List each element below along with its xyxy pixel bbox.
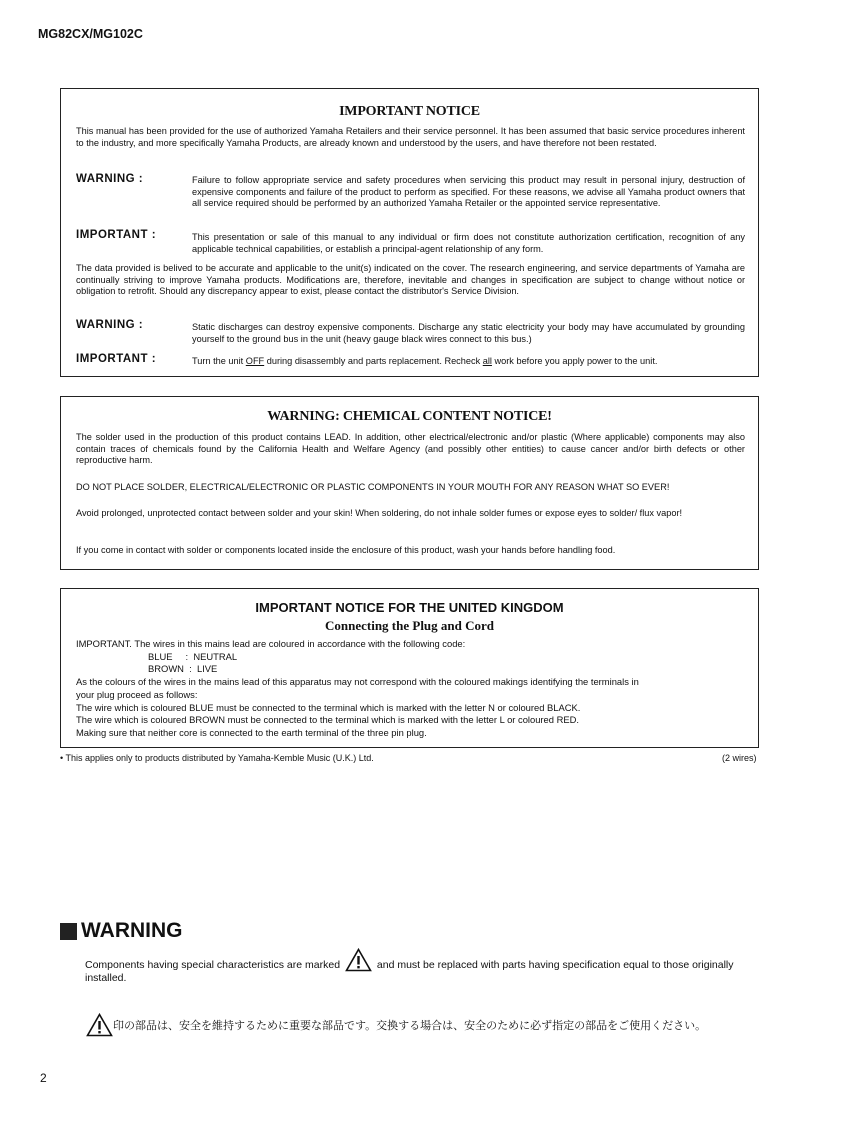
warning-heading <box>60 919 183 943</box>
warning-body-pre: Components having special characteristics are marked <box>85 959 341 971</box>
japanese-warning-text: 印の部品は、安全を維持するために重要な部品です。交換する場合は、安全のために必ず指定の部品をご使用ください。 <box>113 1019 707 1032</box>
japanese-warning <box>86 1013 706 1037</box>
off-emphasis: OFF <box>245 356 265 366</box>
important-text-2 <box>192 356 745 368</box>
uk-notice-subtitle: Connecting the Plug and Cord <box>324 618 495 633</box>
all-emphasis: all <box>482 356 492 366</box>
data-accuracy-paragraph: The data provided is belived to be accurate and applicable to the unit(s) indicated on the cover. The research engineering, and service departments of Yamaha are continually striving to improve Yamaha products. Modifications are, therefore, inevitable and changes in specification are subject to change without notice or obligation to retrofit. Should any discrepancy appear to exist, please contact the distributor's Service Division. <box>76 263 745 297</box>
warning-body <box>85 948 755 984</box>
warning-heading-text: WARNING <box>81 919 183 942</box>
important-text-1: This presentation or sale of this manual to any individual or firm does not constitute authorization certification, recognition of any applicable technical capabilities, or establish a principal-agent relationship of any form. <box>192 232 745 254</box>
chemical-paragraph-3: Avoid prolonged, unprotected contact between solder and your skin! When soldering, do not inhale solder fumes or expose eyes to solder/ flux vapor! <box>76 508 683 518</box>
uk-line-6: Making sure that neither core is connected to the earth terminal of the three pin plug. <box>76 727 427 738</box>
important-label-1: IMPORTANT : <box>76 229 157 241</box>
uk-notice-title: IMPORTANT NOTICE FOR THE UNITED KINGDOM <box>255 600 564 615</box>
uk-line-5: The wire which is coloured BROWN must be connected to the terminal which is marked with the letter L or coloured RED. <box>76 714 579 725</box>
warning-label-1: WARNING : <box>76 173 144 185</box>
model-header: MG82CX/MG102C <box>38 27 143 41</box>
important-notice-box <box>60 88 759 377</box>
important-label-2: IMPORTANT : <box>76 353 157 365</box>
chemical-notice-box <box>60 396 759 570</box>
uk-brown-code: BROWN : LIVE <box>148 663 218 674</box>
important-text-2-pre: Turn the unit <box>192 356 246 366</box>
important-notice-title: IMPORTANT NOTICE <box>339 104 480 119</box>
important-text-2-post: work before you apply power to the unit. <box>491 356 658 366</box>
warning-text-1: Failure to follow appropriate service and safety procedures when servicing this product may result in personal injury, destruction of expensive components and failure of the product to perform as specified. For these reasons, we advise all Yamaha product owners that all service required should be performed by an authorized Yamaha Retailer or the appointed service representative. <box>192 175 745 209</box>
uk-line-4: The wire which is coloured BLUE must be connected to the terminal which is marked with the letter N or coloured BLACK. <box>76 702 581 713</box>
uk-line-1: IMPORTANT. The wires in this mains lead are coloured in accordance with the following code: <box>76 638 466 649</box>
warning-triangle-icon <box>345 948 372 972</box>
uk-blue-code: BLUE : NEUTRAL <box>148 651 238 662</box>
page-number: 2 <box>40 1071 47 1085</box>
warning-body-post: and must be replaced with parts having specification equal to those originally installed. <box>85 959 734 984</box>
uk-footnote: • This applies only to products distributed by Yamaha-Kemble Music (U.K.) Ltd. <box>60 753 374 763</box>
uk-line-2: As the colours of the wires in the mains lead of this apparatus may not correspond with the coloured makings identifying the terminals in <box>76 676 639 687</box>
warning-square-icon <box>60 923 77 940</box>
important-notice-intro: This manual has been provided for the use of authorized Yamaha Retailers and their service personnel. It has been assumed that basic service procedures inherent to the industry, and more specifically Yamaha Products, are already known and understood by the users, and have therefore not been restated. <box>76 126 745 148</box>
warning-label-2: WARNING : <box>76 319 144 331</box>
uk-line-3: your plug proceed as follows: <box>76 689 198 700</box>
uk-wires-note: (2 wires) <box>722 753 757 763</box>
uk-notice-box <box>60 588 759 748</box>
chemical-paragraph-1: The solder used in the production of this product contains LEAD. In addition, other electrical/electronic and/or plastic (Where applicable) components may also contain traces of chemicals found by the California Health and Welfare Agency (and possibly other entities) to cause cancer and/or birth defects or other reproductive harm. <box>76 432 745 466</box>
important-text-2-mid: during disassembly and parts replacement. Recheck <box>264 356 483 366</box>
chemical-paragraph-4: If you come in contact with solder or components located inside the enclosure of this product, wash your hands before handling food. <box>76 545 616 555</box>
warning-triangle-icon-jp <box>86 1013 113 1037</box>
warning-text-2: Static discharges can destroy expensive components. Discharge any static electricity your body may have accumulated by grounding yourself to the ground bus in the unit (heavy gauge black wires connect to this bus.) <box>192 322 745 344</box>
chemical-paragraph-2: DO NOT PLACE SOLDER, ELECTRICAL/ELECTRONIC OR PLASTIC COMPONENTS IN YOUR MOUTH FOR ANY REASON WHAT SO EVER! <box>76 482 670 492</box>
chemical-notice-title: WARNING: CHEMICAL CONTENT NOTICE! <box>267 409 552 424</box>
